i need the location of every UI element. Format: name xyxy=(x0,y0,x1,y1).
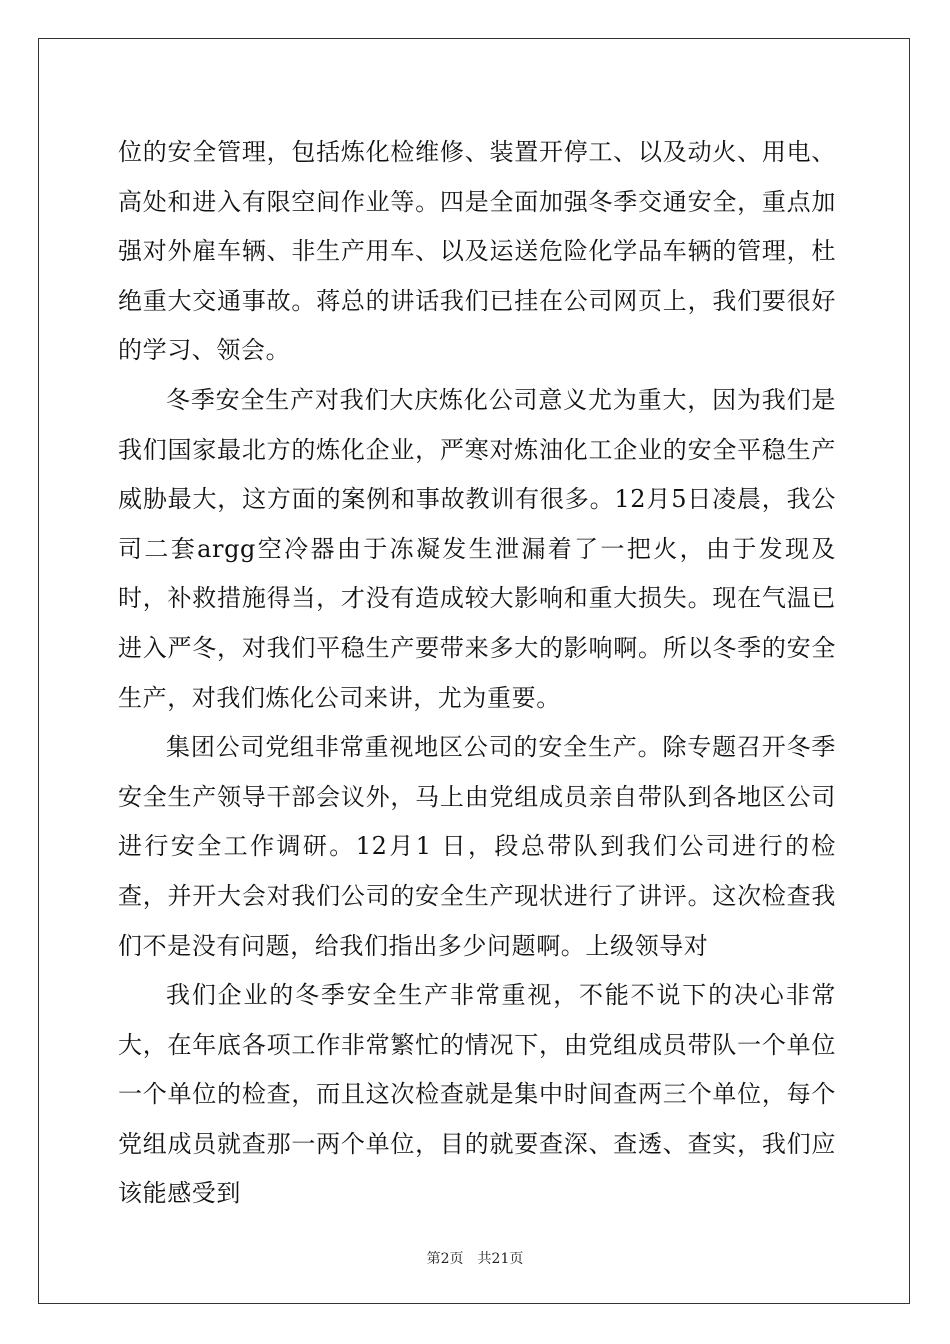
page-footer xyxy=(0,1248,950,1268)
paragraph-1: 位的安全管理，包括炼化检维修、装置开停工、以及动火、用电、高处和进入有限空间作业等。四是全面加强冬季交通安全，重点加强对外雇车辆、非生产用车、以及运送危险化学品车辆的管理，杜绝重大交通事故。蒋总的讲话我们已挂在公司网页上，我们要很好的学习、领会。 xyxy=(118,138,836,365)
document-body xyxy=(118,128,836,1219)
paragraph-2: 冬季安全生产对我们大庆炼化公司意义尤为重大，因为我们是我们国家最北方的炼化企业，严寒对炼油化工企业的安全平稳生产威胁最大，这方面的案例和事故教训有很多。12月5日凌晨，我公司二套argg空冷器由于冻凝发生泄漏着了一把火，由于发现及时，补救措施得当，才没有造成较大影响和重大损失。现在气温已进入严冬，对我们平稳生产要带来多大的影响啊。所以冬季的安全生产，对我们炼化公司来讲，尤为重要。 xyxy=(118,385,836,712)
paragraph-4: 我们企业的冬季安全生产非常重视，不能不说下的决心非常大，在年底各项工作非常繁忙的情况下，由党组成员带队一个单位一个单位的检查，而且这次检查就是集中时间查两三个单位，每个党组成员就查那一两个单位，目的就要查深、查透、查实，我们应该能感受到 xyxy=(118,981,836,1208)
page-number: 第2页 xyxy=(426,1251,464,1267)
page-total: 共21页 xyxy=(477,1251,524,1267)
paragraph-3: 集团公司党组非常重视地区公司的安全生产。除专题召开冬季安全生产领导干部会议外，马上由党组成员亲自带队到各地区公司进行安全工作调研。12月1 日，段总带队到我们公司进行的检查，并开大会对我们公司的安全生产现状进行了讲评。这次检查我们不是没有问题，给我们指出多少问题啊。上级领导对 xyxy=(118,733,836,960)
